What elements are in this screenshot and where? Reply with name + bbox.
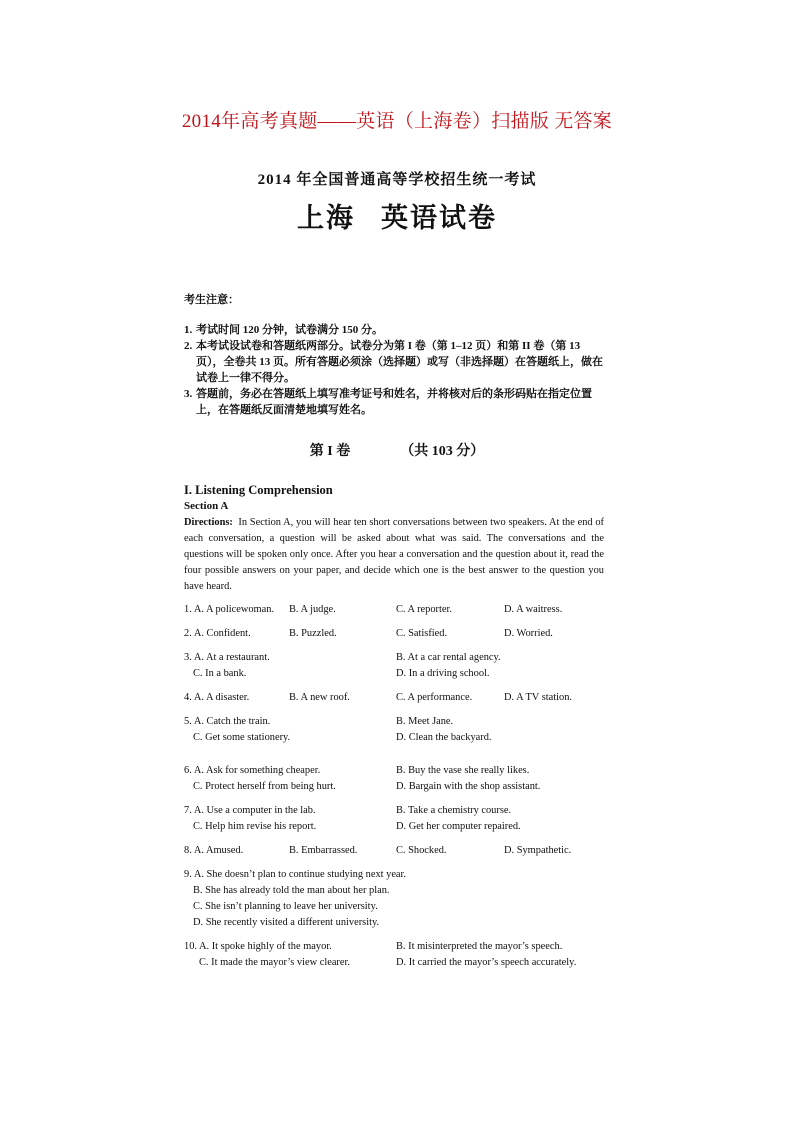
question-3-option-b: B. At a car rental agency. <box>396 652 501 663</box>
notice-number: 2. <box>184 340 193 352</box>
question-5-option-a: 5. A. Catch the train. <box>184 716 271 727</box>
directions-text: In Section A, you will hear ten short conversations between two speakers. At the end of each conversation, a question will be asked about what was said. The conversations and the questions will be spoken only once. After you hear a conversation and the question about it, read the four possible answers on your paper, and decide which one is the best answer to the question you have heard. <box>184 517 605 592</box>
question-1-option-c: C. A reporter. <box>396 604 452 615</box>
question-8-option-d: D. Sympathetic. <box>504 845 572 856</box>
volume-heading <box>0 440 794 460</box>
question-2-option-d: D. Worried. <box>504 628 553 639</box>
question-2-option-a: 2. A. Confident. <box>184 628 251 639</box>
question-9-option-a: 9. A. She doesn’t plan to continue studying next year. <box>184 869 407 880</box>
question-1-option-a: 1. A. A policewoman. <box>184 604 275 615</box>
exam-name: 2014 年全国普通高等学校招生统一考试 <box>257 172 537 188</box>
volume-name: 第 I 卷 <box>309 444 351 459</box>
question-5-option-d: D. Clean the backyard. <box>396 732 492 743</box>
question-10-option-c: C. It made the mayor’s view clearer. <box>199 957 350 968</box>
notice-title: 考生注意： <box>184 294 239 306</box>
question-10-option-b: B. It misinterpreted the mayor’s speech. <box>396 941 563 952</box>
question-2-option-b: B. Puzzled. <box>289 628 337 639</box>
question-8-option-c: C. Shocked. <box>396 845 447 856</box>
notice-number: 3. <box>184 388 193 400</box>
notice-text: 答题前，务必在答题纸上填写准考证号和姓名，并将核对后的条形码贴在指定位置上，在答题纸反面清楚地填写姓名。 <box>196 388 592 416</box>
question-7-option-a: 7. A. Use a computer in the lab. <box>184 805 316 816</box>
question-10-option-d: D. It carried the mayor’s speech accurately. <box>396 957 577 968</box>
question-6-option-c: C. Protect herself from being hurt. <box>193 781 336 792</box>
question-9-option-b: B. She has already told the man about her plan. <box>193 885 390 896</box>
question-5-option-b: B. Meet Jane. <box>396 716 454 727</box>
question-2-option-c: C. Satisfied. <box>396 628 448 639</box>
question-9-option-d: D. She recently visited a different university. <box>193 917 380 928</box>
paper-subject: 英语试卷 <box>381 203 497 233</box>
question-3-option-a: 3. A. At a restaurant. <box>184 652 270 663</box>
notice-text: 本考试设试卷和答题纸两部分。试卷分为第 I 卷（第 1–12 页）和第 II 卷（第 13 页），全卷共 13 页。所有答题必须涂（选择题）或写（非选择题）在答题纸上，做在试卷上一律不得分。 <box>196 340 603 384</box>
notice-text: 考试时间 120 分钟，试卷满分 150 分。 <box>196 324 383 336</box>
directions <box>184 515 604 595</box>
question-1-option-b: B. A judge. <box>289 604 336 615</box>
question-10-option-a: 10. A. It spoke highly of the mayor. <box>184 941 332 952</box>
directions-label: Directions: <box>184 517 233 528</box>
question-4-option-d: D. A TV station. <box>504 692 573 703</box>
notice-item <box>184 386 604 418</box>
notice-item <box>184 322 604 338</box>
notice-item <box>184 338 604 386</box>
paper-region: 上海 <box>297 203 355 233</box>
question-6-option-d: D. Bargain with the shop assistant. <box>396 781 541 792</box>
notice-list <box>184 322 604 418</box>
paper-title <box>0 196 794 235</box>
question-7-option-c: C. Help him revise his report. <box>193 821 317 832</box>
question-4-option-b: B. A new roof. <box>289 692 350 703</box>
question-9-option-c: C. She isn’t planning to leave her university. <box>193 901 378 912</box>
question-3-option-c: C. In a bank. <box>193 668 247 679</box>
question-6-option-b: B. Buy the vase she really likes. <box>396 765 530 776</box>
question-8-option-b: B. Embarrassed. <box>289 845 358 856</box>
part-title: I. Listening Comprehension <box>184 483 333 497</box>
section-label: Section A <box>184 500 229 512</box>
question-6-option-a: 6. A. Ask for something cheaper. <box>184 765 321 776</box>
question-8-option-a: 8. A. Amused. <box>184 845 244 856</box>
question-4-option-c: C. A performance. <box>396 692 473 703</box>
document-source-title: 2014年高考真题——英语（上海卷）扫描版 无答案 <box>181 111 613 132</box>
notice-number: 1. <box>184 324 193 336</box>
question-4-option-a: 4. A. A disaster. <box>184 692 250 703</box>
question-7-option-b: B. Take a chemistry course. <box>396 805 512 816</box>
question-5-option-c: C. Get some stationery. <box>193 732 291 743</box>
question-7-option-d: D. Get her computer repaired. <box>396 821 521 832</box>
question-3-option-d: D. In a driving school. <box>396 668 490 679</box>
question-1-option-d: D. A waitress. <box>504 604 563 615</box>
volume-points: （共 103 分） <box>400 444 485 459</box>
